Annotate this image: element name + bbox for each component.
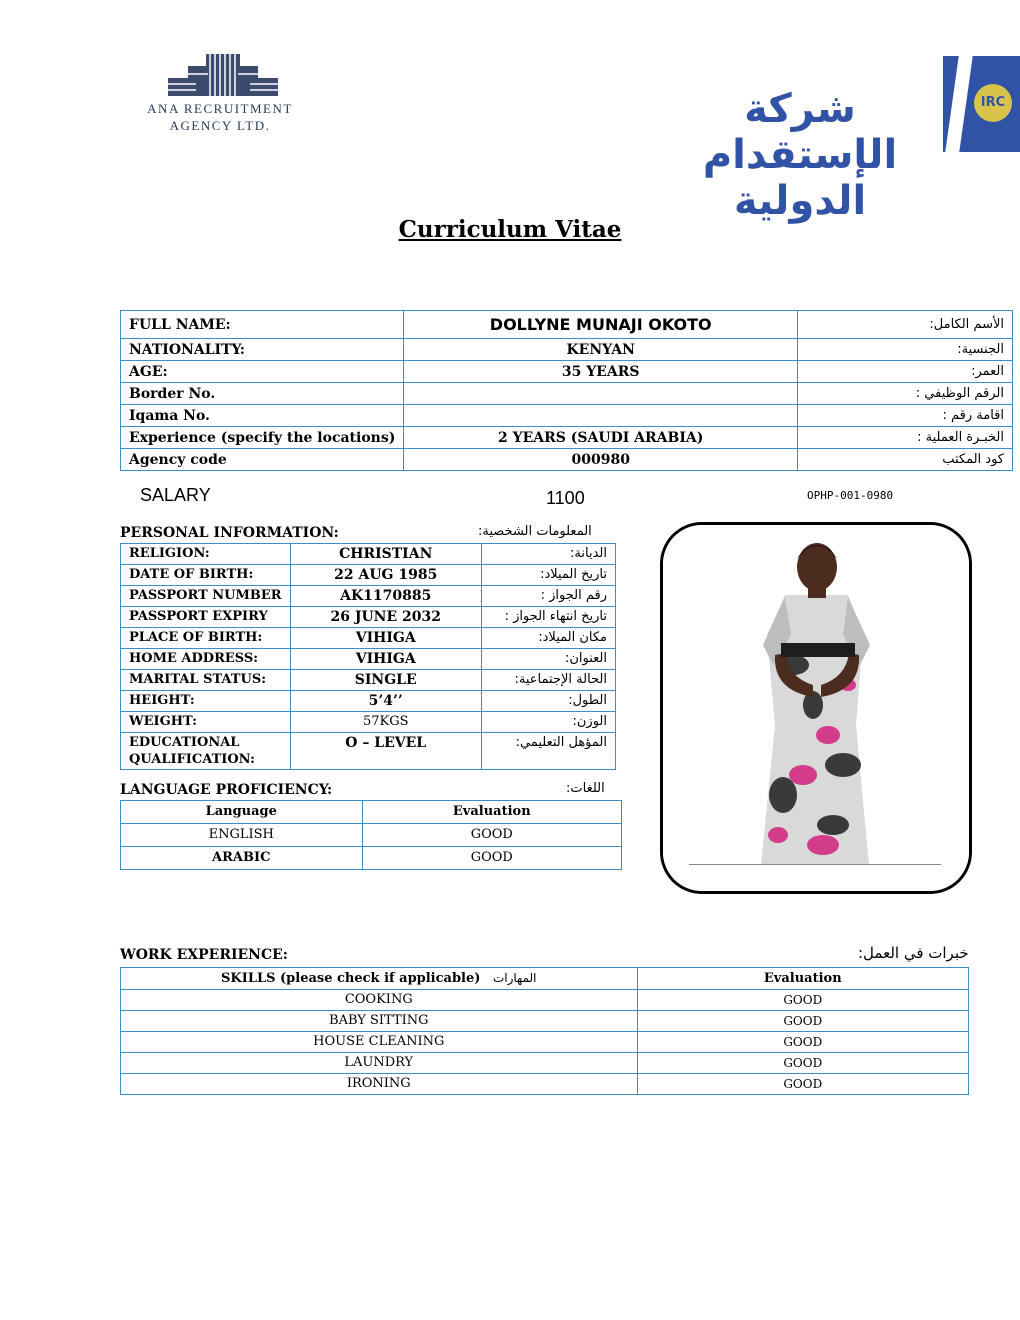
row-label: PASSPORT NUMBER <box>121 586 291 607</box>
skill-cell: HOUSE CLEANING <box>121 1032 638 1053</box>
salary-label: SALARY <box>140 485 211 505</box>
row-label-ar: الرقم الوظيفي : <box>798 383 1013 405</box>
row-value: CHRISTIAN <box>290 544 481 565</box>
row-label: AGE: <box>121 361 404 383</box>
language-heading-ar: اللغات: <box>566 781 605 796</box>
evaluation-cell: GOOD <box>362 847 621 870</box>
ana-logo-text: ANA RECRUITMENT AGENCY LTD. <box>147 101 293 133</box>
evaluation-cell: GOOD <box>362 824 621 847</box>
row-label: FULL NAME: <box>121 311 404 339</box>
row-value: 000980 <box>404 449 798 471</box>
row-label-ar: رقم الجواز : <box>481 586 615 607</box>
personal-info-table <box>120 543 616 770</box>
col-header-skills-label: SKILLS (please check if applicable) <box>221 971 481 986</box>
skill-cell: IRONING <box>121 1074 638 1095</box>
row-value: KENYAN <box>404 339 798 361</box>
col-header-evaluation: Evaluation <box>637 968 968 990</box>
table-row <box>121 1011 969 1032</box>
table-row <box>121 607 616 628</box>
row-label-ar: المؤهل التعليمي: <box>481 733 615 770</box>
candidate-photo <box>660 522 972 894</box>
col-header-skills-ar: المهارات <box>492 971 537 985</box>
language-table <box>120 800 622 870</box>
row-label: HEIGHT: <box>121 691 291 712</box>
row-value: O – LEVEL <box>290 733 481 770</box>
table-row <box>121 449 1013 471</box>
buildings-icon <box>168 52 278 96</box>
table-row <box>121 383 1013 405</box>
language-cell: ARABIC <box>121 847 363 870</box>
row-label: EDUCATIONAL QUALIFICATION: <box>121 733 291 770</box>
table-row <box>121 990 969 1011</box>
table-row <box>121 1032 969 1053</box>
col-header-evaluation: Evaluation <box>362 801 621 824</box>
table-row <box>121 405 1013 427</box>
table-row <box>121 544 616 565</box>
language-cell: ENGLISH <box>121 824 363 847</box>
table-row <box>121 847 622 870</box>
row-value: AK1170885 <box>290 586 481 607</box>
main-info-table <box>120 310 1013 471</box>
salary-value: 1100 <box>546 488 585 508</box>
row-label-ar: العنوان: <box>481 649 615 670</box>
row-label: NATIONALITY: <box>121 339 404 361</box>
row-label-ar: مكان الميلاد: <box>481 628 615 649</box>
row-label-ar: الديانة: <box>481 544 615 565</box>
row-label-ar: الأسم الكامل: <box>798 311 1013 339</box>
row-label: PLACE OF BIRTH: <box>121 628 291 649</box>
work-experience-heading: WORK EXPERIENCE: <box>120 947 288 963</box>
table-row <box>121 427 1013 449</box>
evaluation-cell: GOOD <box>637 1011 968 1032</box>
table-row <box>121 1074 969 1095</box>
table-row <box>121 712 616 733</box>
row-label: Border No. <box>121 383 404 405</box>
row-label: WEIGHT: <box>121 712 291 733</box>
row-label: PASSPORT EXPIRY <box>121 607 291 628</box>
table-row <box>121 649 616 670</box>
row-label-ar: العمر: <box>798 361 1013 383</box>
table-row <box>121 691 616 712</box>
table-row <box>121 311 1013 339</box>
row-label: MARITAL STATUS: <box>121 670 291 691</box>
table-row <box>121 361 1013 383</box>
work-experience-heading-ar: خبرات في العمل: <box>858 944 969 962</box>
table-row <box>121 824 622 847</box>
col-header-language: Language <box>121 801 363 824</box>
row-label-ar: الحالة الإجتماعية: <box>481 670 615 691</box>
row-label: DATE OF BIRTH: <box>121 565 291 586</box>
reference-code: OPHP-001-0980 <box>807 489 894 502</box>
table-row <box>121 670 616 691</box>
page-title: Curriculum Vitae <box>398 216 622 243</box>
full-name-value: DOLLYNE MUNAJI OKOTO <box>404 311 798 339</box>
irc-badge: IRC <box>974 84 1012 122</box>
row-label-ar: اقامة رقم : <box>798 405 1013 427</box>
row-value <box>404 405 798 427</box>
row-label-ar: كود المكتب <box>798 449 1013 471</box>
row-value <box>404 383 798 405</box>
table-row <box>121 339 1013 361</box>
irc-logo <box>660 56 1020 224</box>
row-label: RELIGION: <box>121 544 291 565</box>
language-heading: LANGUAGE PROFICIENCY: <box>120 782 333 798</box>
col-header-skills <box>121 968 638 990</box>
skill-cell: BABY SITTING <box>121 1011 638 1032</box>
table-row <box>121 565 616 586</box>
evaluation-cell: GOOD <box>637 1053 968 1074</box>
table-row <box>121 628 616 649</box>
row-value: 5’4’’ <box>290 691 481 712</box>
evaluation-cell: GOOD <box>637 990 968 1011</box>
row-value: 26 JUNE 2032 <box>290 607 481 628</box>
row-label: Iqama No. <box>121 405 404 427</box>
row-value: 22 AUG 1985 <box>290 565 481 586</box>
row-value: 57KGS <box>290 712 481 733</box>
candidate-photo-image <box>663 525 969 891</box>
row-label: Experience (specify the locations) <box>121 427 404 449</box>
work-skills-table <box>120 967 969 1095</box>
table-row <box>121 1053 969 1074</box>
row-value: VIHIGA <box>290 649 481 670</box>
personal-info-heading: PERSONAL INFORMATION: <box>120 525 339 541</box>
ana-recruitment-logo <box>130 52 310 137</box>
row-label-ar: الجنسية: <box>798 339 1013 361</box>
personal-info-heading-ar: المعلومات الشخصية: <box>478 524 592 539</box>
skill-cell: LAUNDRY <box>121 1053 638 1074</box>
row-value: VIHIGA <box>290 628 481 649</box>
row-value: 2 YEARS (SAUDI ARABIA) <box>404 427 798 449</box>
row-label-ar: الوزن: <box>481 712 615 733</box>
irc-arabic-name: شركة الإستقدام الدولية <box>702 86 898 224</box>
divider <box>689 864 941 865</box>
evaluation-cell: GOOD <box>637 1074 968 1095</box>
table-header-row <box>121 801 622 824</box>
table-row <box>121 586 616 607</box>
row-value: 35 YEARS <box>404 361 798 383</box>
row-label: HOME ADDRESS: <box>121 649 291 670</box>
row-value: SINGLE <box>290 670 481 691</box>
row-label-ar: الطول: <box>481 691 615 712</box>
skill-cell: COOKING <box>121 990 638 1011</box>
row-label-ar: تاريخ الميلاد: <box>481 565 615 586</box>
row-label: Agency code <box>121 449 404 471</box>
evaluation-cell: GOOD <box>637 1032 968 1053</box>
table-row <box>121 733 616 770</box>
row-label-ar: تاريخ انتهاء الجواز : <box>481 607 615 628</box>
row-label-ar: الخبـرة العملية : <box>798 427 1013 449</box>
table-header-row <box>121 968 969 990</box>
